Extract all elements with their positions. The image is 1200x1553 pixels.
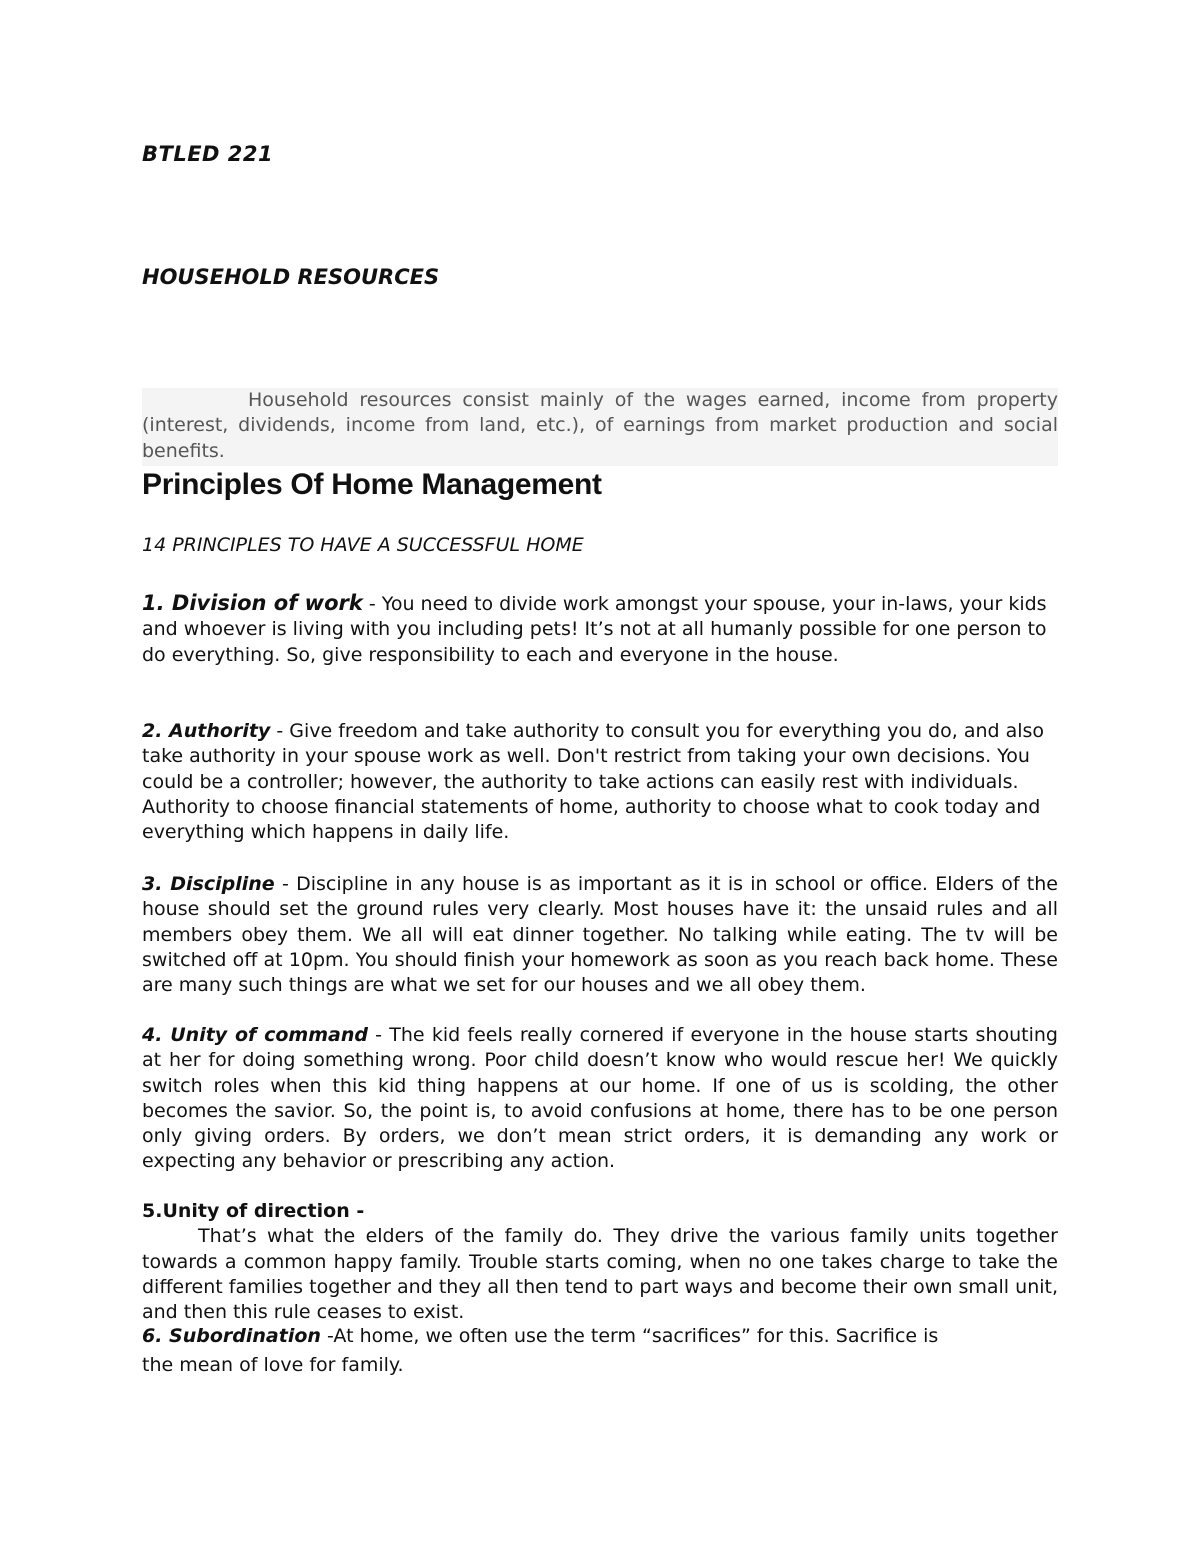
intro-paragraph: Household resources consist mainly of the wages earned, income from property (interest, dividends, income from land, etc.), of earnings from market production and social benefits. [142,388,1058,466]
section-title: HOUSEHOLD RESOURCES [142,265,440,289]
principle-4-text: - The kid feels really cornered if everyone in the house starts shouting at her for doing something wrong. Poor child doesn’t know who would rescue her! We quickly switch roles when this kid thing happens at our home. If one of us is scolding, the other becomes the savior. So, the point is, to avoid confusions at home, there has to be one person only giving orders. By orders, we don’t mean strict orders, it is demanding any work or expecting any behavior or prescribing any action. [142,1024,1058,1173]
principle-5-text: That’s what the elders of the family do. They drive the various family units together towards a common happy family. Trouble starts coming, when no one takes charge to take the different families together and they all then tend to part ways and become their own small unit, and then this rule ceases to exist. [142,1225,1058,1324]
principle-2-label: 2. Authority [142,720,271,742]
principle-4 [142,1023,1058,1175]
principle-2-text: - Give freedom and take authority to consult you for everything you do, and also take authority in your spouse work as well. Don't restrict from taking your own decisions. You could be a controller; however, the authority to take actions can easily rest with individuals. Authority to choose financial statements of home, authority to choose what to cook today and everything which happens in daily life. [142,720,1045,844]
sub-heading: 14 PRINCIPLES TO HAVE A SUCCESSFUL HOME [142,534,584,556]
principle-2 [142,719,1058,845]
course-code: BTLED 221 [142,142,274,166]
principle-6 [142,1324,1058,1379]
principle-6-text: -At home, we often use the term “sacrifices” for this. Sacrifice is [320,1325,939,1347]
main-heading: Principles Of Home Management [142,468,602,501]
principle-6-text-last: the mean of love for family. [142,1354,404,1377]
principle-5 [142,1199,1058,1325]
principle-3 [142,872,1058,998]
principle-3-text: - Discipline in any house is as important as it is in school or office. Elders of the house should set the ground rules very clearly. Most houses have it: the unsaid rules and all members obey them. We all will eat dinner together. No talking while eating. The tv will be switched off at 10pm. You should finish your homework as soon as you reach back home. These are many such things are what we set for our houses and we all obey them. [142,873,1058,997]
principle-4-label: 4. Unity of command [142,1024,368,1046]
principle-5-label: 5.Unity of direction - [142,1200,365,1222]
principle-1-text: - You need to divide work amongst your spouse, your in-laws, your kids and whoever is living with you including pets! It’s not at all humanly possible for one person to do everything. So, give responsibility to each and everyone in the house. [142,593,1047,666]
principle-3-label: 3. Discipline [142,873,275,895]
principle-1 [142,591,1058,668]
principle-6-label: 6. Subordination [142,1325,321,1347]
principle-1-label: 1. Division of work [142,591,363,615]
